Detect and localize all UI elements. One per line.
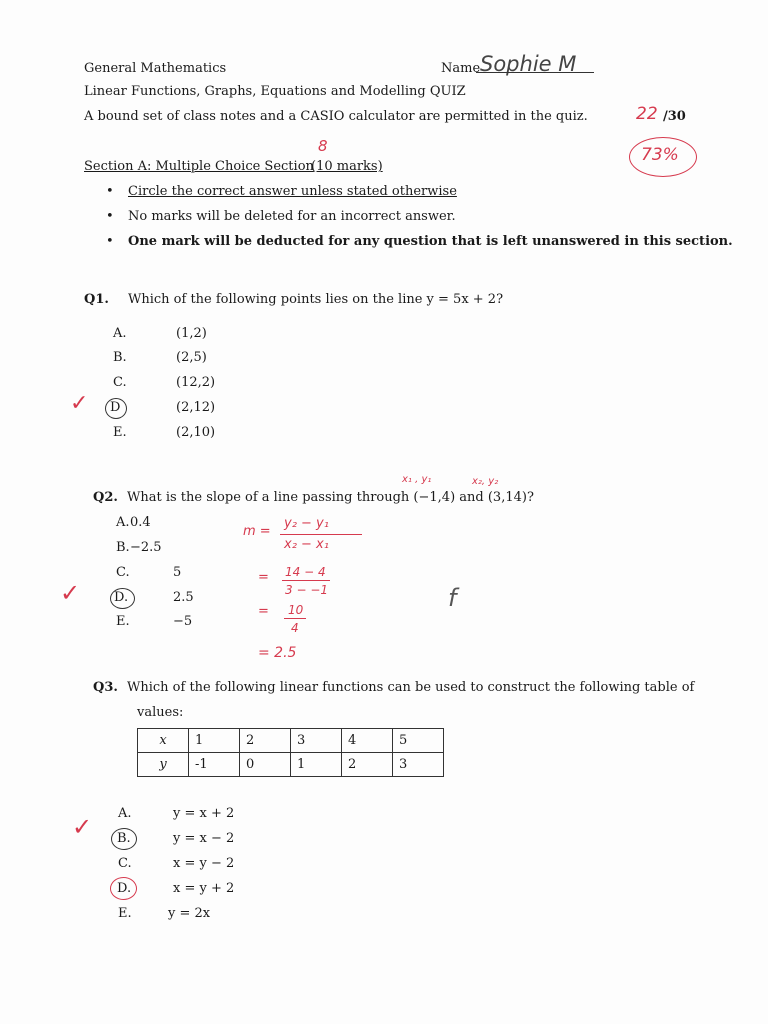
q2-fraction-bar (280, 534, 362, 535)
table-row (138, 729, 444, 753)
section-a-marks: (10 marks) (311, 159, 383, 174)
q2-tick-icon: ✓ (60, 579, 81, 607)
table-cell: 0 (240, 753, 291, 777)
q2-option-e-value: −5 (173, 614, 193, 629)
percentage-value: 73% (641, 145, 679, 165)
q1-option-b-value: (2,5) (176, 350, 207, 365)
q2-equals-icon: = (258, 604, 269, 619)
q2-step1-denominator: 3 − −1 (285, 583, 329, 597)
student-name: Sophie M (480, 52, 577, 76)
course-title: General Mathematics (84, 61, 227, 76)
q1-option-a-value: (1,2) (176, 326, 207, 341)
q3-option-d-letter: D. (117, 881, 132, 896)
table-cell: 4 (342, 729, 393, 753)
q3-option-c-letter: C. (118, 856, 132, 871)
q2-formula-denominator: x₂ − x₁ (284, 537, 329, 552)
q3-option-a-value: y = x + 2 (173, 806, 235, 821)
section-a-title: Section A: Multiple Choice Section (84, 159, 314, 174)
q1-option-c-value: (12,2) (176, 375, 216, 390)
q2-step2-numerator: 10 (288, 603, 304, 617)
q2-step1-numerator: 14 − 4 (285, 565, 326, 579)
q3-tick-icon: ✓ (72, 813, 93, 841)
q1-number: Q1. (84, 292, 109, 307)
q2-option-d-value: 2.5 (173, 590, 194, 605)
q2-option-c-letter: C. (116, 565, 130, 580)
table-cell: 1 (189, 729, 240, 753)
section-a-marks-annotation: 8 (318, 137, 328, 155)
q3-text-continued: values: (137, 705, 184, 720)
bullet-icon: • (106, 234, 114, 249)
instruction-1: Circle the correct answer unless stated otherwise (128, 184, 457, 199)
q2-label-point1: x₁ , y₁ (402, 474, 432, 485)
q2-formula-lhs: m = (243, 524, 271, 539)
q3-text: Which of the following linear functions can be used to construct the following table of (127, 680, 695, 695)
score-total: /30 (663, 109, 686, 124)
q2-option-a-value: 0.4 (130, 515, 151, 530)
q2-option-a-letter: A. (116, 515, 130, 530)
q1-option-b-letter: B. (113, 350, 127, 365)
q3-number: Q3. (93, 680, 118, 695)
table-cell: 5 (393, 729, 444, 753)
instruction-3: One mark will be deducted for any question that is left unanswered in this section. (128, 234, 733, 249)
permitted-note: A bound set of class notes and a CASIO calculator are permitted in the quiz. (84, 109, 588, 124)
bullet-icon: • (106, 184, 114, 199)
q2-option-c-value: 5 (173, 565, 182, 580)
table-cell: -1 (189, 753, 240, 777)
q1-tick-icon: ✓ (70, 391, 89, 416)
q3-option-d-value: x = y + 2 (173, 881, 235, 896)
table-cell: 3 (393, 753, 444, 777)
q1-option-d-letter: D (110, 400, 121, 415)
table-row (138, 753, 444, 777)
instruction-2: No marks will be deleted for an incorrect answer. (128, 209, 456, 224)
q2-option-d-letter: D. (114, 590, 129, 605)
q3-option-e-value: y = 2x (168, 906, 211, 921)
q2-label-point2: x₂, y₂ (472, 476, 499, 487)
table-cell: 2 (342, 753, 393, 777)
q2-number: Q2. (93, 490, 118, 505)
q1-option-c-letter: C. (113, 375, 127, 390)
q2-text: What is the slope of a line passing through (−1,4) and (3,14)? (127, 490, 534, 505)
table-cell: 2 (240, 729, 291, 753)
q1-text: Which of the following points lies on the line y = 5x + 2? (128, 292, 504, 307)
q1-option-e-value: (2,10) (176, 425, 216, 440)
score-value: 22 (636, 104, 658, 124)
q2-formula-numerator: y₂ − y₁ (284, 516, 329, 531)
q1-option-a-letter: A. (113, 326, 127, 341)
name-underline (476, 72, 594, 73)
q2-option-e-letter: E. (116, 614, 130, 629)
q3-option-c-value: x = y − 2 (173, 856, 235, 871)
q3-option-b-value: y = x − 2 (173, 831, 235, 846)
q2-scribble: f (448, 584, 457, 612)
q3-option-b-letter: B. (117, 831, 131, 846)
table-cell: 3 (291, 729, 342, 753)
bullet-icon: • (106, 209, 114, 224)
q1-option-d-value: (2,12) (176, 400, 216, 415)
table-cell: 1 (291, 753, 342, 777)
q2-option-b-letter: B. (116, 540, 130, 555)
table-header-x: x (138, 729, 189, 753)
q2-equals-icon: = (258, 570, 269, 585)
name-label: Name (441, 61, 481, 76)
q3-option-e-letter: E. (118, 906, 132, 921)
quiz-title: Linear Functions, Graphs, Equations and Modelling QUIZ (84, 84, 466, 99)
q2-step1-bar (282, 580, 330, 581)
table-header-y: y (138, 753, 189, 777)
q1-option-e-letter: E. (113, 425, 127, 440)
q2-step2-denominator: 4 (291, 621, 299, 635)
q2-option-b-value: −2.5 (130, 540, 162, 555)
q3-option-a-letter: A. (118, 806, 132, 821)
q2-step2-bar (284, 618, 306, 619)
q2-result: = 2.5 (258, 645, 297, 661)
values-table (137, 728, 444, 777)
